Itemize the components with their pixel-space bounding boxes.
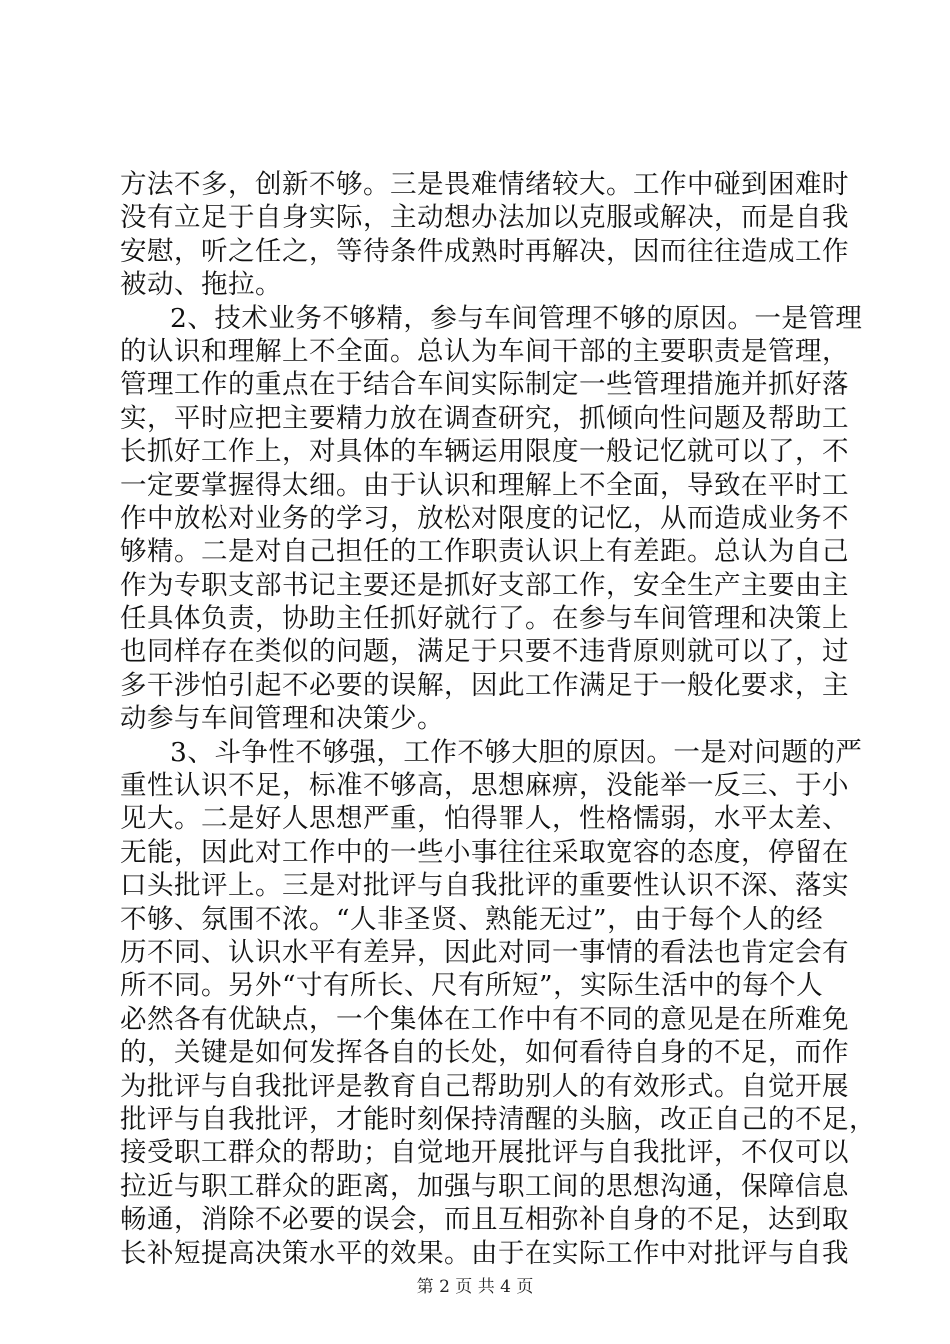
text-line: 动参与车间管理和决策少。 xyxy=(120,703,444,735)
text-line: 也同样存在类似的问题，满足于只要不违背原则就可以了，过 xyxy=(120,636,849,668)
text-line: 作为专职支部书记主要还是抓好支部工作，安全生产主要由主 xyxy=(120,569,849,601)
text-line: 必然各有优缺点，一个集体在工作中有不同的意见是在所难免 xyxy=(120,1003,849,1035)
text-line: 接受职工群众的帮助；自觉地开展批评与自我批评，不仅可以 xyxy=(120,1137,849,1169)
text-line: 2、技术业务不够精，参与车间管理不够的原因。一是管理 xyxy=(170,302,863,334)
text-line: 多干涉怕引起不必要的误解，因此工作满足于一般化要求，主 xyxy=(120,669,849,701)
text-line: 无能，因此对工作中的一些小事往往采取宽容的态度，停留在 xyxy=(120,836,849,868)
body-text xyxy=(120,168,876,1270)
text-line: 3、斗争性不够强，工作不够大胆的原因。一是对问题的严 xyxy=(170,736,863,768)
text-line: 畅通，消除不必要的误会，而且互相弥补自身的不足，达到取 xyxy=(120,1204,849,1236)
text-line: 重性认识不足，标准不够高，思想麻痹，没能举一反三、于小 xyxy=(120,770,849,802)
text-line: 历不同、认识水平有差异，因此对同一事情的看法也肯定会有 xyxy=(120,936,849,968)
text-line: 为批评与自我批评是教育自己帮助别人的有效形式。自觉开展 xyxy=(120,1070,849,1102)
text-line: 口头批评上。三是对批评与自我批评的重要性认识不深、落实 xyxy=(120,870,849,902)
text-line: 见大。二是好人思想严重，怕得罪人，性格懦弱，水平太差、 xyxy=(120,803,849,835)
text-line: 长抓好工作上，对具体的车辆运用限度一般记忆就可以了，不 xyxy=(120,436,849,468)
text-line: 安慰，听之任之，等待条件成熟时再解决，因而往往造成工作 xyxy=(120,235,849,267)
text-line: 拉近与职工群众的距离，加强与职工间的思想沟通，保障信息 xyxy=(120,1170,849,1202)
text-line: 长补短提高决策水平的效果。由于在实际工作中对批评与自我 xyxy=(120,1237,849,1269)
text-line: 的认识和理解上不全面。总认为车间干部的主要职责是管理， xyxy=(120,335,849,367)
text-line: 被动、拖拉。 xyxy=(120,269,282,301)
text-line: 作中放松对业务的学习，放松对限度的记忆，从而造成业务不 xyxy=(120,502,849,534)
text-line: 的，关键是如何发挥各自的长处，如何看待自身的不足，而作 xyxy=(120,1037,849,1069)
text-line: 不够、氛围不浓。“人非圣贤、熟能无过”，由于每个人的经 xyxy=(120,903,824,935)
text-line: 管理工作的重点在于结合车间实际制定一些管理措施并抓好落 xyxy=(120,369,849,401)
text-line: 方法不多，创新不够。三是畏难情绪较大。工作中碰到困难时 xyxy=(120,169,849,200)
text-line: 实，平时应把主要精力放在调查研究，抓倾向性问题及帮助工 xyxy=(120,402,849,434)
text-line: 批评与自我批评，才能时刻保持清醒的头脑，改正自己的不足， xyxy=(120,1103,876,1135)
text-line: 任具体负责，协助主任抓好就行了。在参与车间管理和决策上 xyxy=(120,603,849,635)
text-line: 一定要掌握得太细。由于认识和理解上不全面，导致在平时工 xyxy=(120,469,849,501)
text-line: 所不同。另外“寸有所长、尺有所短”，实际生活中的每个人 xyxy=(120,970,824,1002)
text-line: 没有立足于自身实际，主动想办法加以克服或解决，而是自我 xyxy=(120,202,849,234)
text-line: 够精。二是对自己担任的工作职责认识上有差距。总认为自己 xyxy=(120,536,849,568)
page-footer: 第 2 页 共 4 页 xyxy=(416,1277,534,1297)
